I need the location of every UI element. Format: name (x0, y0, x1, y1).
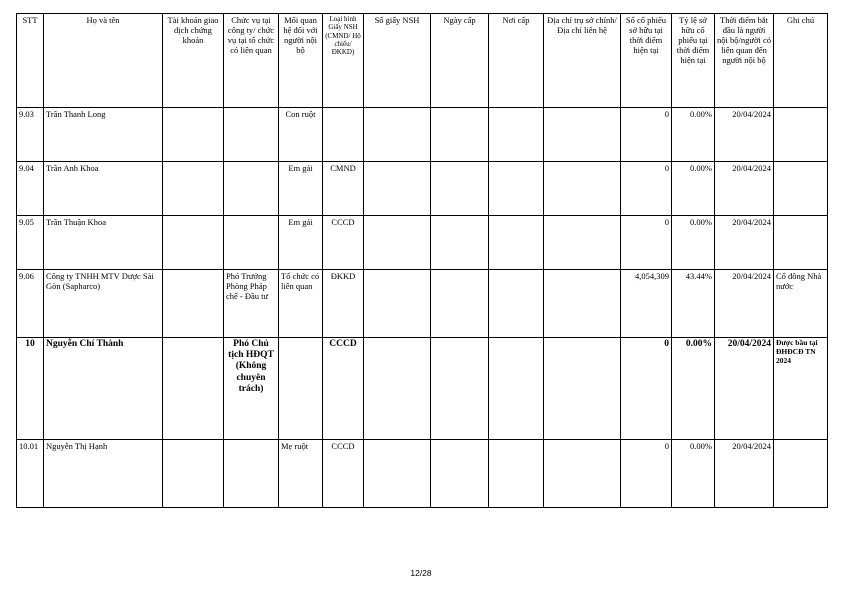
cell-note (774, 108, 828, 162)
col-header-shares: Số cổ phiếu sở hữu tại thời điểm hiện tại (621, 14, 672, 108)
cell-account (163, 338, 224, 440)
cell-start: 20/04/2024 (715, 440, 774, 508)
col-header-address: Địa chỉ trụ sở chính/Địa chỉ liên hệ (544, 14, 621, 108)
cell-ratio: 0.00% (672, 216, 715, 270)
cell-doc-type (323, 108, 364, 162)
cell-relation: Em gái (279, 216, 323, 270)
cell-shares: 0 (621, 440, 672, 508)
cell-shares: 0 (621, 108, 672, 162)
cell-ratio: 0.00% (672, 162, 715, 216)
col-header-ratio: Tỷ lệ sở hữu cổ phiếu tại thời điểm hiện tại (672, 14, 715, 108)
col-header-note: Ghi chú (774, 14, 828, 108)
cell-relation: Em gái (279, 162, 323, 216)
header-row (17, 14, 828, 108)
cell-address (544, 338, 621, 440)
cell-note (774, 440, 828, 508)
cell-note: Cổ đông Nhà nước (774, 270, 828, 338)
cell-stt: 9.04 (17, 162, 44, 216)
cell-address (544, 440, 621, 508)
cell-start: 20/04/2024 (715, 270, 774, 338)
table-row (17, 270, 828, 338)
cell-stt: 9.06 (17, 270, 44, 338)
cell-issue-date (431, 338, 489, 440)
cell-shares: 0 (621, 162, 672, 216)
cell-stt: 10 (17, 338, 44, 440)
col-header-account: Tài khoản giao dịch chứng khoán (163, 14, 224, 108)
cell-issue-date (431, 108, 489, 162)
cell-position: Phó Chủ tịch HĐQT (Không chuyên trách) (224, 338, 279, 440)
cell-doc-type: CCCD (323, 216, 364, 270)
cell-shares: 0 (621, 216, 672, 270)
cell-account (163, 270, 224, 338)
cell-doc-type: CCCD (323, 440, 364, 508)
cell-issue-place (489, 108, 544, 162)
cell-address (544, 162, 621, 216)
cell-stt: 9.03 (17, 108, 44, 162)
cell-address (544, 108, 621, 162)
col-header-issue-place: Nơi cấp (489, 14, 544, 108)
cell-start: 20/04/2024 (715, 216, 774, 270)
col-header-issue-date: Ngày cấp (431, 14, 489, 108)
cell-issue-place (489, 440, 544, 508)
cell-position (224, 440, 279, 508)
cell-relation: Con ruột (279, 108, 323, 162)
cell-issue-date (431, 162, 489, 216)
table-row (17, 338, 828, 440)
table-row (17, 216, 828, 270)
page-number: 12/28 (410, 568, 432, 578)
cell-start: 20/04/2024 (715, 338, 774, 440)
cell-name: Trần Thuận Khoa (44, 216, 163, 270)
cell-account (163, 216, 224, 270)
cell-ratio: 0.00% (672, 440, 715, 508)
insider-table (16, 13, 828, 508)
table-row (17, 108, 828, 162)
cell-issue-date (431, 216, 489, 270)
cell-name: Trần Thanh Long (44, 108, 163, 162)
cell-ratio: 0.00% (672, 108, 715, 162)
cell-position (224, 108, 279, 162)
col-header-position: Chức vụ tại công ty/ chức vụ tại tổ chức có liên quan (224, 14, 279, 108)
cell-start: 20/04/2024 (715, 108, 774, 162)
cell-note: Được bầu tại ĐHĐCĐ TN 2024 (774, 338, 828, 440)
cell-address (544, 216, 621, 270)
cell-ratio: 43.44% (672, 270, 715, 338)
cell-doc-type: CMND (323, 162, 364, 216)
col-header-relation: Mối quan hệ đối với người nội bộ (279, 14, 323, 108)
cell-issue-date (431, 440, 489, 508)
col-header-start: Thời điểm bắt đầu là người nội bộ/người có liên quan đến người nội bộ (715, 14, 774, 108)
cell-start: 20/04/2024 (715, 162, 774, 216)
cell-position: Phó Trưởng Phòng Pháp chế - Đầu tư (224, 270, 279, 338)
cell-issue-place (489, 270, 544, 338)
cell-ratio: 0.00% (672, 338, 715, 440)
cell-name: Công ty TNHH MTV Dược Sài Gòn (Sapharco) (44, 270, 163, 338)
cell-note (774, 162, 828, 216)
cell-position (224, 216, 279, 270)
cell-doc-no (364, 108, 431, 162)
table-row (17, 440, 828, 508)
cell-issue-date (431, 270, 489, 338)
cell-issue-place (489, 162, 544, 216)
cell-name: Nguyễn Thị Hạnh (44, 440, 163, 508)
cell-account (163, 108, 224, 162)
cell-doc-no (364, 338, 431, 440)
cell-issue-place (489, 338, 544, 440)
col-header-doc-no: Số giấy NSH (364, 14, 431, 108)
cell-doc-no (364, 162, 431, 216)
cell-name: Nguyễn Chí Thành (44, 338, 163, 440)
cell-address (544, 270, 621, 338)
col-header-stt: STT (17, 14, 44, 108)
cell-note (774, 216, 828, 270)
cell-shares: 0 (621, 338, 672, 440)
col-header-name: Họ và tên (44, 14, 163, 108)
cell-account (163, 162, 224, 216)
cell-position (224, 162, 279, 216)
cell-doc-no (364, 216, 431, 270)
cell-relation: Mẹ ruột (279, 440, 323, 508)
cell-name: Trần Anh Khoa (44, 162, 163, 216)
table-row (17, 162, 828, 216)
cell-relation (279, 338, 323, 440)
cell-doc-no (364, 270, 431, 338)
cell-stt: 9.05 (17, 216, 44, 270)
cell-doc-type: CCCD (323, 338, 364, 440)
cell-stt: 10.01 (17, 440, 44, 508)
cell-shares: 4,054,309 (621, 270, 672, 338)
cell-issue-place (489, 216, 544, 270)
col-header-doc-type: Loại hình Giấy NSH (CMND/ Hộ chiếu/ ĐKKD) (323, 14, 364, 108)
cell-doc-no (364, 440, 431, 508)
cell-account (163, 440, 224, 508)
cell-doc-type: ĐKKD (323, 270, 364, 338)
cell-relation: Tổ chức có liên quan (279, 270, 323, 338)
